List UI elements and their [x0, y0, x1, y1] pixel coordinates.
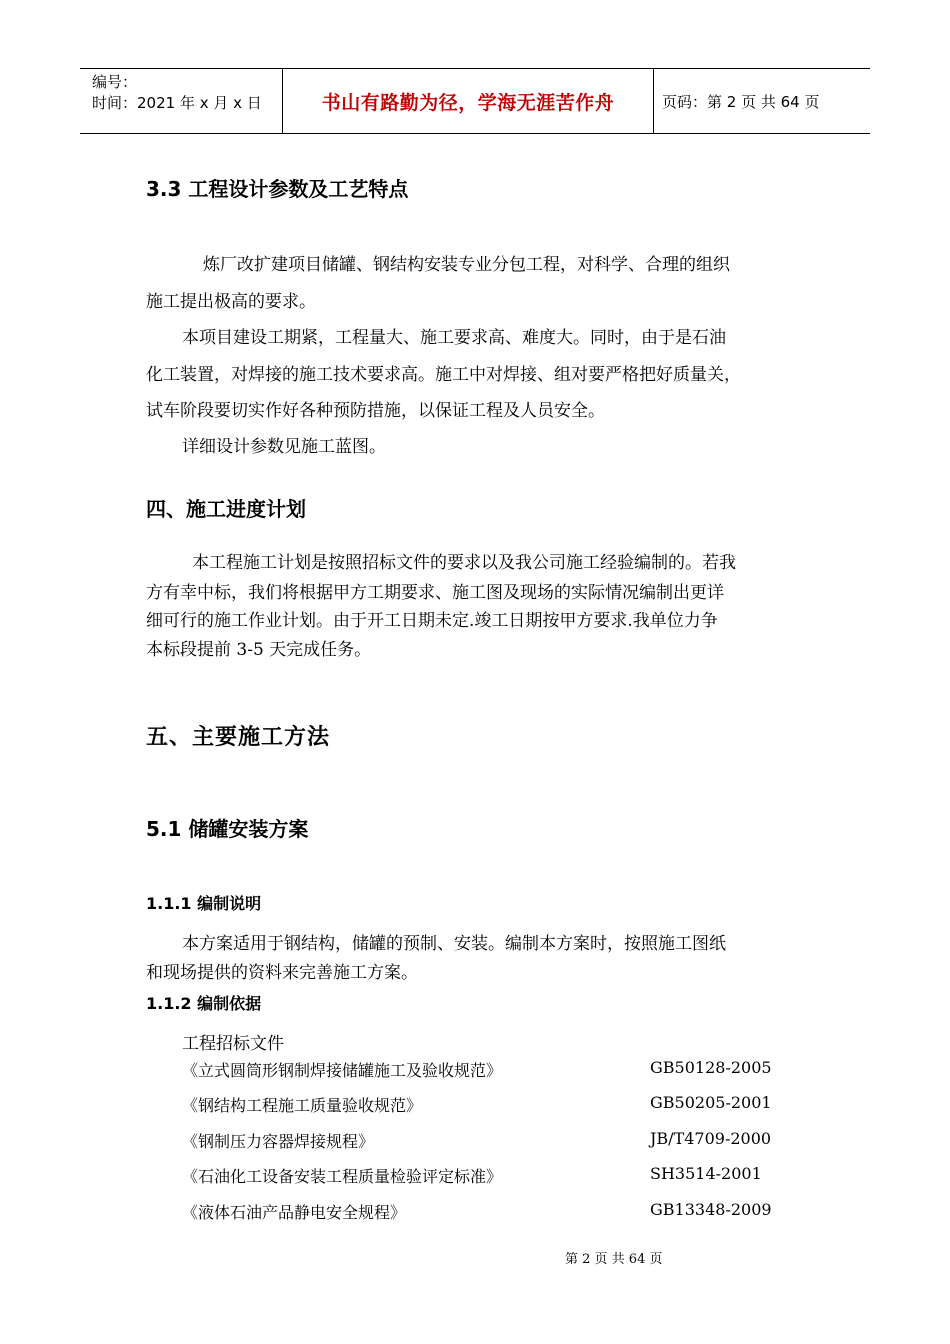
section-5-title: 五、主要施工方法 — [146, 725, 331, 750]
paragraph-line: 方有幸中标，我们将根据甲方工期要求、施工图及现场的实际情况编制出更详 — [146, 583, 724, 603]
section-5-1-title: 5.1 储罐安装方案 — [146, 817, 309, 841]
reference-code: GB13348-2009 — [650, 1200, 772, 1219]
reference-name: 《钢结构工程施工质量验收规范》 — [182, 1096, 423, 1115]
reference-name: 《石油化工设备安装工程质量检验评定标准》 — [182, 1167, 503, 1186]
paragraph-line: 化工装置，对焊接的施工技术要求高。施工中对焊接、组对要严格把好质量关， — [146, 365, 741, 385]
paragraph-line: 本工程施工计划是按照招标文件的要求以及我公司施工经验编制的。若我 — [192, 553, 736, 573]
paragraph-line: 详细设计参数见施工蓝图。 — [182, 437, 386, 457]
page-footer: 第 2 页 共 64 页 — [565, 1252, 663, 1267]
reference-code: GB50205-2001 — [650, 1093, 772, 1112]
paragraph-line: 本方案适用于钢结构，储罐的预制、安装。编制本方案时，按照施工图纸 — [182, 934, 726, 954]
header-motto: 书山有路勤为径，学海无涯苦作舟 — [283, 69, 654, 133]
header-meta — [80, 69, 283, 133]
section-1-1-2-title: 1.1.2 编制依据 — [146, 994, 262, 1013]
document-date: 时间：2021 年 x 月 x 日 — [92, 94, 262, 112]
paragraph-line: 试车阶段要切实作好各种预防措施，以保证工程及人员安全。 — [146, 401, 605, 421]
section-4-title: 四、施工进度计划 — [146, 497, 306, 521]
paragraph-line: 施工提出极高的要求。 — [146, 292, 316, 312]
section-3-3-title: 3.3 工程设计参数及工艺特点 — [146, 177, 409, 201]
reference-name: 《液体石油产品静电安全规程》 — [182, 1203, 407, 1222]
reference-name: 《立式圆筒形钢制焊接储罐施工及验收规范》 — [182, 1061, 503, 1080]
reference-code: SH3514-2001 — [650, 1164, 762, 1183]
page-header — [80, 68, 870, 134]
reference-code: GB50128-2005 — [650, 1058, 772, 1077]
document-number-label: 编号： — [92, 73, 138, 91]
reference-first-line: 工程招标文件 — [182, 1034, 284, 1054]
paragraph-line: 细可行的施工作业计划。由于开工日期未定.竣工日期按甲方要求.我单位力争 — [146, 611, 718, 631]
header-page-info: 页码：第 2 页 共 64 页 — [662, 92, 820, 111]
paragraph-line: 炼厂改扩建项目储罐、钢结构安装专业分包工程，对科学、合理的组织 — [203, 255, 730, 275]
paragraph-line: 和现场提供的资料来完善施工方案。 — [146, 963, 418, 983]
paragraph-line: 本标段提前 3-5 天完成任务。 — [146, 640, 372, 660]
paragraph-line: 本项目建设工期紧，工程量大、施工要求高、难度大。同时，由于是石油 — [182, 328, 726, 348]
section-1-1-1-title: 1.1.1 编制说明 — [146, 894, 262, 913]
reference-code: JB/T4709-2000 — [650, 1129, 772, 1148]
reference-name: 《钢制压力容器焊接规程》 — [182, 1132, 375, 1151]
